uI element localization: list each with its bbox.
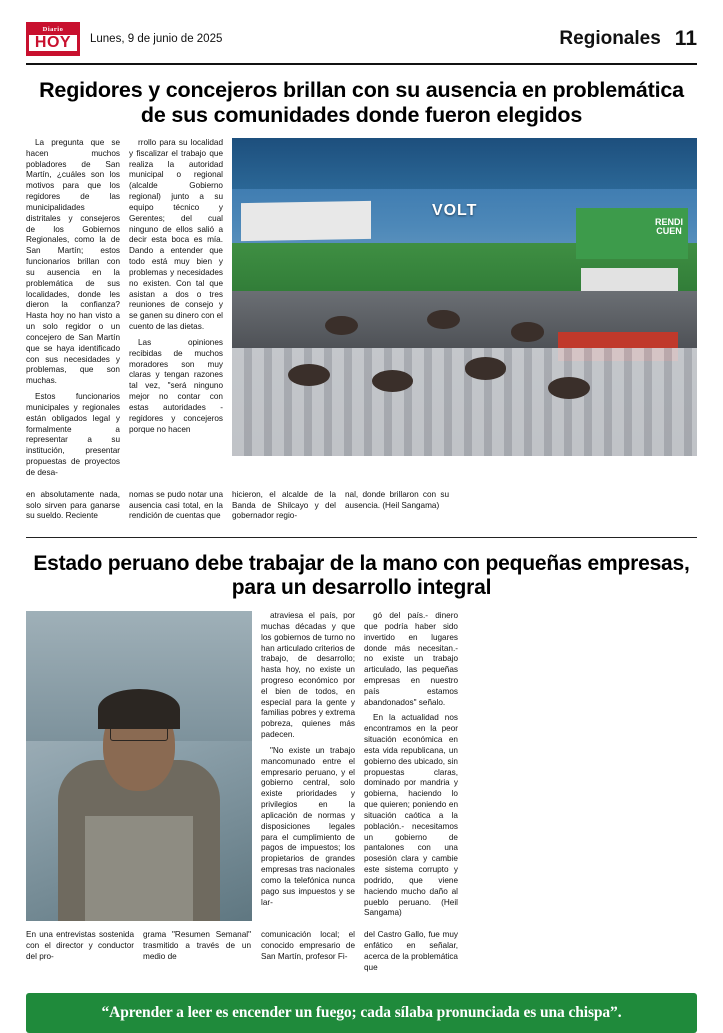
photo-volt-text: VOLT xyxy=(431,201,478,219)
paragraph: "No existe un trabajo mancomunado entre el empresario peruano, y el gobierno central, solo existe prioridades y privilegios en la aplicación de normas y disposiciones legales para el cumplimiento de pagos de impuestos; los propietarios de grandes empresas tras nacionales como la telefónica nunca pago sus impuestos y se lar- xyxy=(261,745,355,907)
photo-person xyxy=(465,357,507,379)
photo-banner-left xyxy=(241,200,371,240)
paragraph: hicieron, el alcalde de la Banda de Shilcayo y del gobernador regio- xyxy=(232,489,336,521)
article1-column-2 xyxy=(129,138,223,484)
logo-bottom-text: HOY xyxy=(29,35,77,51)
page-number: 11 xyxy=(674,27,697,50)
article2-caption-under-photo xyxy=(26,930,252,978)
paragraph: Estos funcionarios municipales y regionales están obligados legal y formalmente a representar a su institución, presentar propuestas de proyectos de desa- xyxy=(26,392,120,477)
photo-person xyxy=(288,364,330,386)
section-title: Regionales xyxy=(559,28,661,49)
section-divider xyxy=(26,537,697,538)
article2-column-1 xyxy=(261,611,355,924)
article2-caption-col-4 xyxy=(364,930,458,978)
paragraph: comunicación local; el conocido empresario de San Martín, profesor Fi- xyxy=(261,930,355,961)
paragraph: grama "Resumen Semanal" trasmitido a través de un medio de xyxy=(143,930,251,961)
article1-headline: Regidores y concejeros brillan con su ausencia en problemática de sus comunidades donde fueron elegidos xyxy=(39,78,684,127)
paragraph: del Castro Gallo, fue muy enfático en señalar, acerca de la problemática que xyxy=(364,930,458,972)
newspaper-logo xyxy=(26,22,80,56)
article2-column-2 xyxy=(364,611,458,924)
photo-subject-shirt xyxy=(85,816,193,921)
paragraph: en absolutamente nada, solo sirven para ganarse su sueldo. Reciente xyxy=(26,489,120,521)
paragraph: Las opiniones recibidas de muchos moradores son muy claras y tengan razones tal vez, "será ninguno mejor no contar con estas autoridades - regidores y concejeros porque no hacen xyxy=(129,337,223,434)
article1-column-1 xyxy=(26,138,120,484)
logo-top-text: Diario xyxy=(42,25,64,33)
article2-caption-col-1 xyxy=(26,930,134,978)
article2-body xyxy=(26,611,697,924)
article1-bottom-row xyxy=(26,490,697,527)
article2-caption-row xyxy=(26,930,697,978)
paragraph: atraviesa el país, por muchas décadas y que los gobiernos de turno no han articulado criterios de trabajo, de desarrollo; hasta hoy, no existe un progreso económico por el bien de todos, en especial para la gente y familias pobres y extrema pobreza, quienes más padecen. xyxy=(261,611,355,740)
article1-bottom-col-2 xyxy=(129,490,223,527)
photo-person xyxy=(325,316,358,335)
paragraph: nal, donde brillaron con su ausencia. (Heil Sangama) xyxy=(345,489,449,510)
photo-person xyxy=(548,377,590,399)
quote-banner: “Aprender a leer es encender un fuego; cada sílaba pronunciada es una chispa”. xyxy=(26,993,697,1033)
article2-caption-col-3 xyxy=(261,930,355,978)
photo-person xyxy=(427,310,460,329)
photo-person xyxy=(511,322,544,341)
photo-subject-glasses xyxy=(110,726,169,742)
article2-headline: Estado peruano debe trabajar de la mano con pequeñas empresas, para un desarrollo integral xyxy=(33,552,690,600)
article1-bottom-col-1 xyxy=(26,490,120,527)
photo-roof xyxy=(232,138,697,189)
photo-subject-hair xyxy=(98,689,179,729)
article1-body xyxy=(26,138,697,484)
article1-bottom-col-3 xyxy=(232,490,336,527)
paragraph: En una entrevistas sostenida con el director y conductor del pro- xyxy=(26,930,134,961)
article1-photo xyxy=(232,138,697,456)
masthead xyxy=(26,22,697,65)
paragraph: La pregunta que se hacen muchos pobladores de San Martín, ¿cuáles son los motivos para que los regidores de las municipalidades distritales y consejeros de los Gobiernos Regionales, como la de San Martín; estos funcionarios brillan con su ausencia en la problemática de sus localidades, donde les dieron la confianza? Hasta hoy no han visto a un solo regidor o un concejero de San Martín que se haya identificado con sus necesidades y problemas, que son muchas. xyxy=(26,138,120,386)
article2-photo xyxy=(26,611,252,921)
photo-right-banner-text: RENDI CUEN xyxy=(655,216,684,237)
paragraph: nomas se pudo notar una ausencia casi total, en la rendición de cuentas que xyxy=(129,489,223,521)
article2-columns xyxy=(261,611,697,924)
paragraph: rrollo para su localidad y fiscalizar el trabajo que realiza la autoridad municipal o regional (alcalde Gobierno regional) junto a su equipo técnico y Gerentes; del cual ninguno de ellos salió a decir esta boca es mía. Dando a entender que todo está muy bien y problemas y necesidades no existen. Con tal que asistan a dos o tres reuniones de consejo y se ganen su dinero con el cuento de las dietas. xyxy=(129,138,223,332)
article1-bottom-col-4 xyxy=(345,490,449,527)
paragraph: gó del país.- dinero que podría haber sido invertido en lugares donde más necesitan.- no existe un trabajo articulado, las pequeñas empresas en nuestro país estamos abandonados" señalo. xyxy=(364,611,458,707)
article2-caption-col-2 xyxy=(143,930,251,978)
publication-date: Lunes, 9 de junio de 2025 xyxy=(90,33,223,45)
paragraph: En la actualidad nos encontramos en la peor situación económica en esta vida republicana, un gobierno des ubicado, sin propuestas claras, dominado por mandria y gobierna, haciendo lo que quieren; poniendo en situación caótica a la población.- necesitamos un gobierno de pantalones con una posesión clara y cambie este sistema corrupto y podrido, que viene haciendo mucho daño al pueblo peruano. (Heil Sangama) xyxy=(364,713,458,918)
